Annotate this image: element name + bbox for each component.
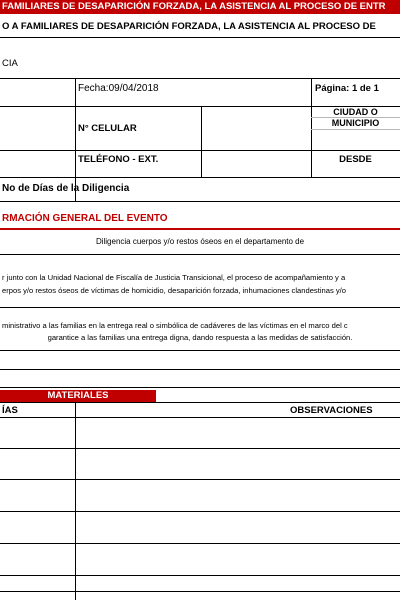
document-subtitle: O A FAMILIARES DE DESAPARICIÓN FORZADA, LA ASISTENCIA AL PROCESO DE <box>2 21 376 32</box>
table-border <box>0 201 400 202</box>
table-row <box>0 543 400 544</box>
table-border <box>201 106 202 177</box>
objective-line-2: garantice a las familias una entrega digna, dando respuesta a las medidas de satisfacción. <box>47 333 353 342</box>
document-title-band <box>0 0 400 14</box>
table-row <box>0 479 400 480</box>
ciudad-label: CIUDAD O <box>333 107 378 117</box>
column-header-observaciones: OBSERVACIONES <box>290 405 373 416</box>
materiales-title: MATERIALES <box>47 390 109 401</box>
table-border <box>75 402 76 600</box>
table-border <box>0 150 400 151</box>
diligencia-text: Diligencia cuerpos y/o restos óseos en el departamento de <box>95 237 305 246</box>
materiales-section-title <box>0 390 156 402</box>
evento-section-title: RMACIÓN GENERAL DEL EVENTO <box>2 213 168 224</box>
table-row <box>0 448 400 449</box>
table-border <box>0 177 400 178</box>
table-border <box>0 78 400 79</box>
desde-label: DESDE <box>339 154 372 165</box>
table-row <box>0 511 400 512</box>
table-border <box>0 402 400 403</box>
num-dias-label: No de Días de la Diligencia <box>2 183 130 194</box>
divider <box>0 369 400 370</box>
municipio-label: MUNICIPIO <box>331 118 380 128</box>
divider <box>311 129 400 130</box>
objective-line-1: ministrativo a las familias en la entrega real o simbólica de cadáveres de las víctimas en el marco del c <box>2 321 348 330</box>
divider <box>0 228 400 230</box>
divider <box>0 387 400 388</box>
divider <box>0 254 400 255</box>
telefono-label: TELÉFONO - EXT. <box>78 154 159 165</box>
celular-label: N° CELULAR <box>78 123 137 134</box>
divider <box>0 37 400 38</box>
description-line-1: r junto con la Unidad Nacional de Fiscalía de Justicia Transicional, el proceso de acompañamiento y a <box>2 273 346 282</box>
divider <box>0 307 400 308</box>
divider <box>0 350 400 351</box>
column-header-left: ÍAS <box>2 405 18 416</box>
date-field: Fecha:09/04/2018 <box>78 83 159 94</box>
table-row <box>0 575 400 576</box>
page-indicator: Página: 1 de 1 <box>315 83 379 94</box>
document-title: FAMILIARES DE DESAPARICIÓN FORZADA, LA ASISTENCIA AL PROCESO DE ENTR <box>2 1 386 12</box>
table-row <box>0 591 400 592</box>
description-line-2: erpos y/o restos óseos de víctimas de homicidio, desaparición forzada, inhumaciones clandestinas y/o <box>2 286 347 295</box>
section-label: CIA <box>2 58 18 69</box>
table-border <box>0 417 400 418</box>
